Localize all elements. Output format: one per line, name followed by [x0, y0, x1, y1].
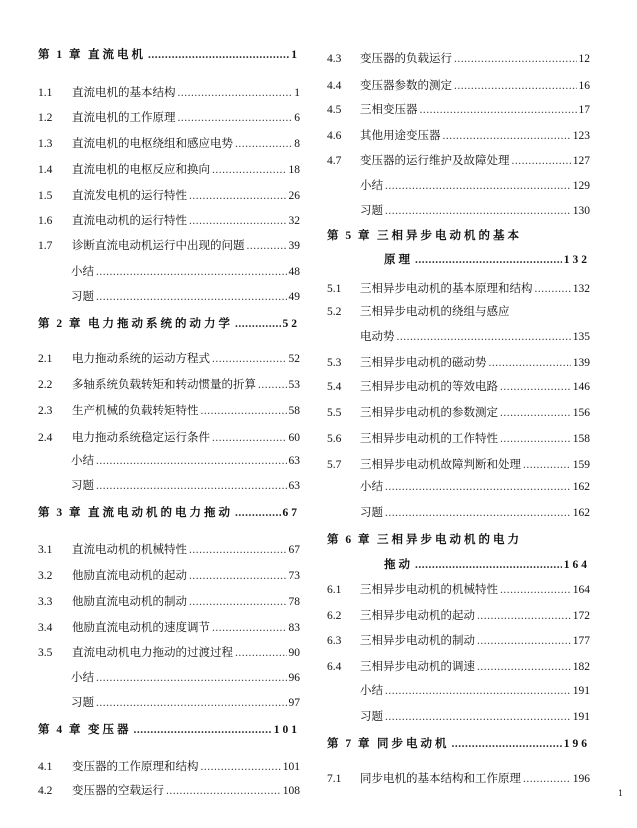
toc-entry-number: 1.3 [38, 138, 53, 150]
dot-leader [189, 541, 287, 559]
dot-leader [477, 658, 571, 676]
toc-entry-title: 三相异步电动机的磁动势 [360, 355, 487, 369]
toc-entry-title: 变压器的运行维护及故障处理 [360, 153, 510, 167]
dot-leader [454, 50, 577, 68]
toc-entry-page: 182 [572, 661, 590, 673]
toc-entry-page: 129 [572, 180, 590, 192]
toc-entry-page: 177 [572, 635, 590, 647]
toc-entry-page: 123 [572, 130, 590, 142]
toc-entry-page: 6 [294, 112, 300, 124]
toc-entry-title: 他励直流电动机的速度调节 [72, 620, 210, 634]
toc-entry-title: 三相异步电动机的基本 [377, 228, 522, 242]
toc-entry[interactable] [327, 377, 590, 395]
toc-entry-number: 5.4 [327, 381, 342, 393]
toc-entry-number: 1.4 [38, 164, 53, 176]
toc-entry-number: 1.5 [38, 190, 53, 202]
toc-entry-title: 三相异步电动机的调速 [360, 659, 475, 673]
toc-entry-title: 三相异步电动机故障判断和处理 [360, 457, 521, 471]
toc-entry[interactable] [360, 477, 590, 495]
toc-entry-page: 67 [288, 544, 300, 556]
toc-entry-page: 159 [572, 459, 590, 471]
toc-entry-page: 139 [572, 357, 590, 369]
toc-entry-page: 48 [288, 266, 300, 278]
dot-leader [178, 84, 293, 102]
toc-entry[interactable] [327, 151, 590, 169]
toc-entry[interactable] [327, 403, 590, 421]
dot-leader [148, 46, 289, 64]
toc-entry-title: 生产机械的负载转矩特性 [72, 403, 199, 417]
dot-leader [443, 127, 571, 145]
dot-leader [385, 177, 571, 195]
toc-entry[interactable] [327, 769, 590, 787]
toc-chapter-entry[interactable] [327, 530, 590, 548]
dot-leader [96, 477, 287, 495]
toc-entry-number: 1.6 [38, 215, 53, 227]
dot-leader [420, 101, 577, 119]
toc-entry[interactable] [327, 606, 590, 624]
toc-entry-title: 直流电机的电枢反应和换向 [72, 162, 210, 176]
dot-leader [235, 315, 281, 333]
dot-leader [385, 708, 571, 726]
toc-entry-page: 1 [291, 49, 300, 61]
dot-leader [189, 187, 287, 205]
toc-entry-page: 83 [288, 622, 300, 634]
toc-entry-title: 诊断直流电动机运行中出现的问题 [72, 238, 245, 252]
toc-entry-number: 4.5 [327, 104, 342, 116]
toc-entry-title: 小结 [71, 670, 94, 684]
toc-entry-number: 第 6 章 [327, 534, 372, 546]
toc-entry-title: 电动势 [360, 329, 395, 343]
toc-entry-title: 直流电动机的机械特性 [72, 542, 187, 556]
toc-entry-page: 53 [288, 379, 300, 391]
toc-entry-page: 52 [282, 318, 300, 330]
dot-leader [452, 735, 562, 753]
dot-leader [500, 430, 571, 448]
toc-entry-number: 6.1 [327, 584, 342, 596]
toc-entry-page: 63 [288, 455, 300, 467]
toc-entry-title: 三相异步电动机的电力 [377, 532, 522, 546]
toc-entry-number: 3.5 [38, 647, 53, 659]
toc-entry-title: 变压器参数的测定 [360, 78, 452, 92]
toc-entry-title: 小结 [360, 178, 383, 192]
toc-entry[interactable] [360, 707, 590, 725]
toc-entry-page: 26 [288, 190, 300, 202]
toc-entry[interactable] [38, 83, 300, 101]
toc-entry-number: 第 4 章 [38, 724, 83, 736]
toc-entry[interactable] [38, 401, 300, 419]
toc-entry[interactable] [38, 781, 300, 799]
dot-leader [415, 556, 562, 574]
toc-entry[interactable] [71, 693, 300, 711]
toc-entry-page: 39 [288, 240, 300, 252]
toc-entry-page: 67 [282, 507, 300, 519]
toc-entry-page: 108 [282, 785, 300, 797]
dot-leader [258, 376, 287, 394]
toc-entry-number: 6.3 [327, 635, 342, 647]
dot-leader [96, 263, 287, 281]
toc-entry[interactable] [327, 580, 590, 598]
toc-entry-title: 三相异步电动机的基本原理和结构 [360, 281, 533, 295]
dot-leader [212, 350, 287, 368]
toc-chapter-entry[interactable] [384, 250, 590, 268]
toc-entry-number: 3.2 [38, 570, 53, 582]
toc-entry-title: 习题 [71, 289, 94, 303]
toc-entry-title: 原理 [384, 252, 413, 266]
toc-entry-number: 4.2 [38, 785, 53, 797]
dot-leader [454, 77, 577, 95]
toc-entry-number: 5.3 [327, 357, 342, 369]
dot-leader [385, 682, 571, 700]
toc-entry[interactable] [71, 262, 300, 280]
toc-entry-page: 73 [288, 570, 300, 582]
toc-entry-page: 196 [563, 738, 590, 750]
toc-entry-page: 18 [288, 164, 300, 176]
dot-leader [96, 288, 287, 306]
dot-leader [189, 212, 287, 230]
dot-leader [397, 328, 571, 346]
toc-entry-title: 三相异步电动机的工作特性 [360, 431, 498, 445]
toc-entry-title: 变压器的工作原理和结构 [72, 759, 199, 773]
toc-entry[interactable] [360, 176, 590, 194]
toc-entry[interactable] [327, 631, 590, 649]
toc-entry-title: 变压器的负载运行 [360, 51, 452, 65]
toc-entry-number: 3.4 [38, 622, 53, 634]
toc-entry[interactable] [71, 668, 300, 686]
toc-entry-number: 6.2 [327, 610, 342, 622]
dot-leader [500, 581, 571, 599]
toc-entry[interactable] [327, 76, 590, 94]
dot-leader [500, 378, 571, 396]
toc-entry[interactable] [38, 757, 300, 775]
toc-entry[interactable] [38, 211, 300, 229]
toc-entry-title: 变压器 [88, 722, 132, 736]
toc-entry-title: 三相异步电动机的绕组与感应 [360, 304, 510, 318]
toc-entry[interactable] [360, 327, 590, 345]
toc-entry[interactable] [327, 302, 590, 320]
toc-entry-number: 4.7 [327, 155, 342, 167]
toc-entry-title: 拖动 [384, 557, 413, 571]
toc-entry-number: 1.1 [38, 87, 53, 99]
page-corner-mark: 1 [618, 789, 624, 798]
dot-leader [477, 632, 571, 650]
toc-entry-title: 其他用途变压器 [360, 128, 441, 142]
dot-leader [523, 770, 571, 788]
toc-entry-number: 2.3 [38, 405, 53, 417]
toc-entry-number: 第 1 章 [38, 49, 83, 61]
dot-leader [500, 404, 571, 422]
toc-entry-number: 第 2 章 [38, 318, 83, 330]
dot-leader [535, 280, 571, 298]
toc-entry-page: 1 [294, 87, 300, 99]
toc-entry[interactable] [71, 476, 300, 494]
toc-entry-page: 127 [572, 155, 590, 167]
toc-entry[interactable] [38, 566, 300, 584]
toc-entry-title: 变压器的空载运行 [72, 783, 164, 797]
toc-entry[interactable] [327, 353, 590, 371]
toc-entry-page: 101 [282, 761, 300, 773]
toc-entry-number: 3.3 [38, 596, 53, 608]
toc-entry-title: 同步电动机 [377, 736, 450, 750]
toc-entry-page: 132 [572, 283, 590, 295]
toc-entry-page: 191 [572, 685, 590, 697]
toc-entry-title: 三相异步电动机的起动 [360, 608, 475, 622]
toc-entry-number: 1.7 [38, 240, 53, 252]
toc-chapter-entry[interactable] [38, 314, 300, 332]
toc-entry-page: 164 [563, 559, 590, 571]
dot-leader [189, 593, 287, 611]
toc-entry-page: 90 [288, 647, 300, 659]
toc-entry-number: 5.2 [327, 306, 342, 318]
toc-entry-title: 习题 [360, 709, 383, 723]
toc-entry-number: 2.1 [38, 353, 53, 365]
toc-entry-title: 习题 [360, 203, 383, 217]
toc-entry[interactable] [71, 451, 300, 469]
toc-entry-page: 17 [578, 104, 590, 116]
toc-entry-page: 135 [572, 331, 590, 343]
toc-entry-title: 电力拖动系统的动力学 [88, 316, 233, 330]
dot-leader [523, 456, 571, 474]
toc-entry-number: 5.1 [327, 283, 342, 295]
toc-entry[interactable] [327, 49, 590, 67]
toc-entry-title: 三相异步电动机的制动 [360, 633, 475, 647]
toc-entry-page: 196 [572, 773, 590, 785]
toc-entry-page: 101 [273, 724, 300, 736]
toc-entry-title: 小结 [360, 683, 383, 697]
toc-entry-number: 5.7 [327, 459, 342, 471]
toc-chapter-entry[interactable] [38, 45, 300, 63]
toc-entry[interactable] [38, 540, 300, 558]
toc-entry-page: 8 [294, 138, 300, 150]
toc-entry-title: 习题 [360, 505, 383, 519]
toc-entry-number: 4.6 [327, 130, 342, 142]
toc-entry-title: 直流电机 [88, 47, 146, 61]
toc-entry[interactable] [38, 349, 300, 367]
toc-entry-page: 146 [572, 381, 590, 393]
toc-entry-page: 12 [578, 53, 590, 65]
toc-entry-title: 直流电机的工作原理 [72, 110, 176, 124]
toc-entry[interactable] [360, 681, 590, 699]
toc-entry-number: 第 3 章 [38, 507, 83, 519]
toc-entry-page: 162 [572, 507, 590, 519]
toc-entry-title: 三相异步电动机的等效电路 [360, 379, 498, 393]
dot-leader [166, 782, 281, 800]
dot-leader [201, 758, 281, 776]
dot-leader [212, 161, 287, 179]
toc-entry-page: 164 [572, 584, 590, 596]
toc-entry-page: 16 [578, 80, 590, 92]
toc-entry[interactable] [327, 100, 590, 118]
toc-entry-number: 4.4 [327, 80, 342, 92]
dot-leader [134, 721, 272, 739]
toc-chapter-entry[interactable] [38, 720, 300, 738]
toc-entry-title: 同步电机的基本结构和工作原理 [360, 771, 521, 785]
toc-entry-title: 直流发电机的运行特性 [72, 188, 187, 202]
toc-entry-page: 96 [288, 672, 300, 684]
toc-entry[interactable] [327, 455, 590, 473]
dot-leader [96, 452, 287, 470]
dot-leader [235, 644, 287, 662]
toc-chapter-entry[interactable] [38, 503, 300, 521]
toc-entry-page: 58 [288, 405, 300, 417]
toc-entry[interactable] [360, 503, 590, 521]
toc-entry-number: 4.3 [327, 53, 342, 65]
toc-entry-page: 32 [288, 215, 300, 227]
toc-entry-number: 6.4 [327, 661, 342, 673]
dot-leader [512, 152, 571, 170]
toc-entry-number: 3.1 [38, 544, 53, 556]
toc-entry-number: 5.6 [327, 433, 342, 445]
dot-leader [189, 567, 287, 585]
toc-entry-page: 49 [288, 291, 300, 303]
dot-leader [212, 429, 287, 447]
toc-entry-title: 直流电动机的运行特性 [72, 213, 187, 227]
toc-entry-number: 2.2 [38, 379, 53, 391]
toc-entry-number: 第 5 章 [327, 230, 372, 242]
toc-entry[interactable] [327, 126, 590, 144]
dot-leader [385, 478, 571, 496]
toc-entry-page: 97 [288, 697, 300, 709]
toc-entry-title: 直流电动机电力拖动的过渡过程 [72, 645, 233, 659]
toc-entry-number: 2.4 [38, 432, 53, 444]
toc-entry-title: 直流电动机的电力拖动 [88, 505, 233, 519]
toc-entry[interactable] [38, 134, 300, 152]
toc-entry-title: 三相异步电动机的参数测定 [360, 405, 498, 419]
dot-leader [489, 354, 571, 372]
toc-entry-title: 三相变压器 [360, 102, 418, 116]
toc-chapter-entry[interactable] [327, 734, 590, 752]
toc-entry-page: 158 [572, 433, 590, 445]
dot-leader [235, 135, 292, 153]
toc-entry-page: 191 [572, 711, 590, 723]
dot-leader [415, 251, 562, 269]
toc-entry-title: 习题 [71, 695, 94, 709]
toc-entry-title: 他励直流电动机的起动 [72, 568, 187, 582]
toc-entry-title: 小结 [71, 453, 94, 467]
toc-entry[interactable] [38, 375, 300, 393]
toc-entry-number: 4.1 [38, 761, 53, 773]
toc-entry-page: 52 [288, 353, 300, 365]
toc-entry[interactable] [38, 160, 300, 178]
toc-entry[interactable] [38, 236, 300, 254]
dot-leader [178, 109, 293, 127]
toc-entry-page: 63 [288, 480, 300, 492]
toc-entry[interactable] [38, 618, 300, 636]
toc-entry-page: 162 [572, 481, 590, 493]
toc-entry-title: 直流电机的电枢绕组和感应电势 [72, 136, 233, 150]
toc-entry-title: 他励直流电动机的制动 [72, 594, 187, 608]
toc-entry[interactable] [360, 201, 590, 219]
toc-entry-title: 小结 [71, 264, 94, 278]
toc-entry[interactable] [327, 429, 590, 447]
toc-entry[interactable] [38, 186, 300, 204]
toc-entry-page: 132 [563, 254, 590, 266]
toc-entry-title: 习题 [71, 478, 94, 492]
toc-entry[interactable] [38, 643, 300, 661]
toc-entry-title: 小结 [360, 479, 383, 493]
toc-entry[interactable] [71, 287, 300, 305]
dot-leader [477, 607, 571, 625]
toc-entry[interactable] [38, 428, 300, 446]
dot-leader [385, 504, 571, 522]
toc-entry-number: 第 7 章 [327, 738, 372, 750]
dot-leader [247, 237, 287, 255]
toc-entry[interactable] [38, 592, 300, 610]
toc-entry-title: 多轴系统负载转矩和转动惯量的折算 [72, 377, 256, 391]
dot-leader [235, 504, 281, 522]
dot-leader [385, 202, 571, 220]
dot-leader [201, 402, 287, 420]
toc-entry-number: 5.5 [327, 407, 342, 419]
dot-leader [96, 694, 287, 712]
toc-entry-page: 60 [288, 432, 300, 444]
dot-leader [212, 619, 287, 637]
toc-entry[interactable] [327, 279, 590, 297]
toc-entry-page: 78 [288, 596, 300, 608]
toc-entry-title: 电力拖动系统稳定运行条件 [72, 430, 210, 444]
toc-entry-number: 1.2 [38, 112, 53, 124]
toc-entry-title: 直流电机的基本结构 [72, 85, 176, 99]
toc-entry-title: 三相异步电动机的机械特性 [360, 582, 498, 596]
toc-entry-title: 电力拖动系统的运动方程式 [72, 351, 210, 365]
toc-entry-page: 156 [572, 407, 590, 419]
toc-entry[interactable] [38, 108, 300, 126]
toc-entry-page: 130 [572, 205, 590, 217]
toc-chapter-entry[interactable] [384, 555, 590, 573]
dot-leader [96, 669, 287, 687]
toc-entry-number: 7.1 [327, 773, 342, 785]
toc-chapter-entry[interactable] [327, 226, 590, 244]
toc-entry[interactable] [327, 657, 590, 675]
toc-entry-page: 172 [572, 610, 590, 622]
